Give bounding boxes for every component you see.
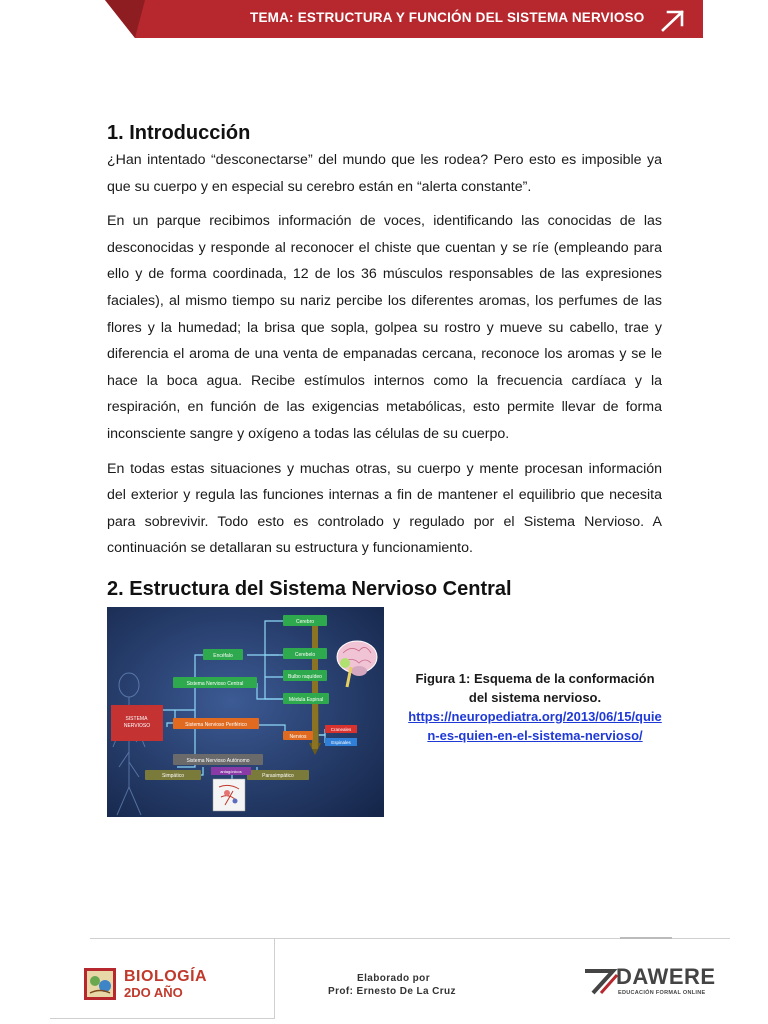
footer-accent-divider [620,937,672,939]
figure-source-link[interactable]: https://neuropediatra.org/2013/06/15/quien-es-quien-en-el-sistema-nervioso/ [408,708,662,743]
paragraph-intro-1: ¿Han intentado “desconectarse” del mundo que les rodea? Pero esto es imposible ya que su cuerpo y en especial su cerebro están en “alerta constante”. [107,152,662,195]
brand-name: DAWERE [616,964,716,989]
brand-tagline: EDUCACIÓN FORMAL ONLINE [618,990,706,996]
subject-year: 2DO AÑO [124,985,183,1000]
diagram-label-root: SISTEMA NERVIOSO [123,715,151,729]
diagram-label-central: Sistema Nervioso Central [186,680,244,687]
section-title-introduccion: 1. Introducción [107,122,251,144]
diagram-label-espinales: Espinales [331,739,351,745]
diagram-label-cerebelo: Cerebelo [294,651,316,658]
diagram-label-autonomo: Sistema Nervioso Autónomo [186,757,250,764]
arrow-up-right-icon [660,9,686,33]
figure-row [107,607,662,819]
figure-caption [407,669,663,745]
paragraph-intro-3: En todas estas situaciones y muchas otras, su cuerpo y mente procesan información del exterior y regula las funciones internas a fin de mantener el equilibrio que necesita para sobrevivir. Todo esto es controlado y regulado por el Sistema Nervioso. A continuación se detallaran su estructura y funcionamiento. [107,460,662,557]
credit-line-1: Elaborado por [357,973,430,984]
paragraph-intro-2: En un parque recibimos información de voces, identificando las conocidas de las desconocidas y responde al reconocer el chiste que cuentan y se ríe (empleando para ello y de forma coordinada, 12 de los 36 músculos responsables de las expresiones faciales), al mismo tiempo su nariz percibe los diferentes aromas, los perfumes de las flores y la humedad; la brisa que sopla, golpea su rostro y mueve su cabello, trae y diferencia el aroma de una venta de empanadas cercana, reconoce los aromas y se le hace la boca agua. Recibe estímulos internos como la frecuencia cardíaca y la respiración, en función de las exigencias metabólicas, esto permite llevar de forma inconsciente sangre y oxígeno a todas las células de su cuerpo. [107,213,662,442]
credit-line-2: Prof: Ernesto De La Cruz [328,986,456,997]
biology-logo-icon [84,968,116,1000]
figure-caption-text: Figura 1: Esquema de la conformación del sistema nervioso. [415,670,655,705]
subject-title: BIOLOGÍA [124,968,208,985]
diagram-label-simpatico: Simpático [162,772,184,779]
diagram-label-bulbo: Bulbo raquídeo [288,673,322,680]
dawere-logo-icon [583,965,619,995]
diagram-label-cerebro: Cerebro [295,618,315,625]
diagram-label-parasimpatico: Parasimpático [262,772,294,779]
diagram-label-medula: Médula Espinal [288,696,324,703]
diagram-label-periferico: Sistema Nervioso Periférico [185,721,247,728]
section-title-estructura: 2. Estructura del Sistema Nervioso Central [107,577,512,600]
diagram-label-antagonico: antagónicos [220,768,242,774]
header-title: TEMA: ESTRUCTURA Y FUNCIÓN DEL SISTEMA NERVIOSO [250,10,645,25]
diagram-label-nervios: Nervios [289,733,307,740]
diagram-label-craneales: Craneales [330,726,352,732]
diagram-label-encefalo: Encéfalo [213,652,233,659]
document-body [107,118,662,819]
nervous-system-diagram [107,607,384,817]
